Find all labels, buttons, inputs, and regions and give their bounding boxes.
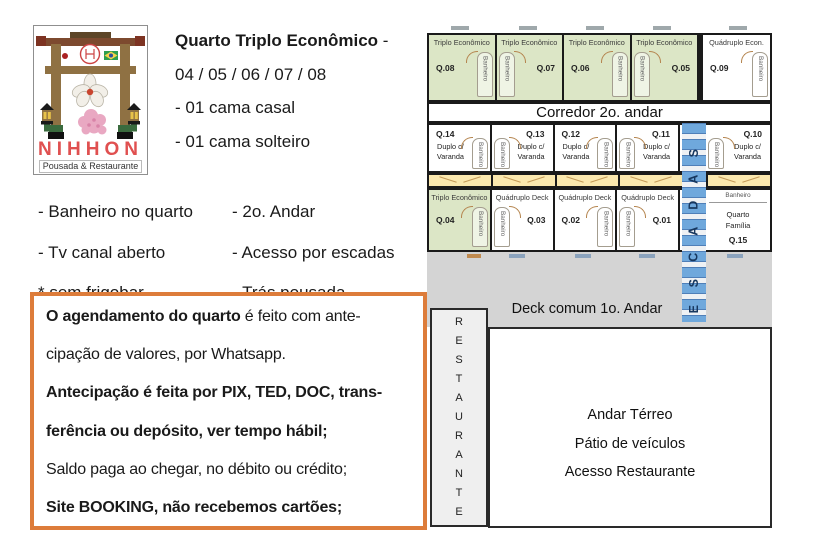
banheiro-label: Banheiro — [709, 190, 767, 203]
restaurante-letter: A — [455, 449, 463, 461]
restaurante-letter: A — [455, 392, 463, 404]
first-floor-rooms — [427, 188, 772, 252]
restaurante-column — [430, 308, 488, 527]
nihhon-logo — [33, 25, 148, 175]
second-floor-front-rooms — [427, 33, 772, 102]
bathroom — [619, 138, 635, 169]
bed-bullet: - 01 cama solteiro — [175, 131, 311, 151]
stairs-letter: C — [686, 253, 701, 263]
room-q03 — [492, 190, 555, 250]
escadas-stairs — [682, 123, 706, 322]
bathroom — [619, 207, 635, 247]
room-type-label: Quarto Família Q.15 — [706, 209, 770, 246]
ground-floor-area — [488, 327, 772, 528]
notice-line: Saldo paga ao chegar, no débito ou crédito; — [46, 460, 347, 478]
room-type-label: Duplo c/ Varanda — [517, 142, 545, 161]
banheiro-label: Banheiro — [481, 56, 489, 82]
banheiro-label: Banheiro — [757, 56, 765, 82]
window-mark — [653, 26, 671, 30]
banheiro-label: Banheiro — [638, 56, 646, 82]
room-type-label: Triplo Econômico — [501, 38, 558, 47]
door-mark — [467, 254, 481, 258]
bathroom — [494, 207, 510, 247]
room-q01 — [617, 190, 680, 250]
stairs-letter: A — [686, 226, 701, 236]
ground-floor-label: Acesso Restaurante — [564, 464, 696, 480]
varanda-segment — [620, 175, 682, 186]
room-q07 — [497, 35, 565, 100]
room-number: Q.07 — [536, 62, 555, 73]
bathroom — [597, 207, 613, 247]
window-mark — [451, 26, 469, 30]
room-number: Q.04 — [436, 215, 455, 225]
varanda-strip — [427, 173, 684, 188]
banheiro-label: Banheiro — [624, 211, 632, 237]
varanda-segment — [493, 175, 557, 186]
logo-subtitle: Pousada & Restaurante — [39, 160, 143, 173]
ground-floor-label: Andar Térreo — [587, 407, 673, 423]
room-q02 — [555, 190, 618, 250]
stairs-letter: S — [686, 149, 701, 158]
restaurante-letter: E — [455, 335, 463, 347]
restaurante-letter: S — [455, 354, 463, 366]
notice-line: O agendamento do quarto é feito com ante- — [46, 308, 361, 325]
room-number: Q.03 — [527, 215, 546, 225]
window-mark — [729, 26, 747, 30]
banheiro-label: Banheiro — [476, 142, 484, 168]
banheiro-label: Banheiro — [498, 142, 506, 168]
stairs-letter: A — [686, 174, 701, 184]
room-number: Q.09 — [710, 62, 729, 73]
restaurante-letter: E — [455, 506, 463, 518]
banheiro-label: Banheiro — [616, 56, 624, 82]
bathroom — [477, 52, 493, 97]
restaurante-letter: T — [455, 487, 463, 499]
room-type-label: Duplo c/ Varanda — [436, 142, 464, 161]
room-type-label: Duplo c/ Varanda — [643, 142, 671, 161]
room-q14 — [429, 125, 492, 171]
feature-item: - 2o. Andar — [232, 202, 316, 221]
bathroom — [472, 138, 488, 169]
feature-item: - Acesso por escadas — [232, 242, 395, 262]
notice-line: cipação de valores, por Whatsapp. — [46, 346, 286, 364]
bathroom — [499, 52, 515, 97]
varanda-strip — [706, 173, 772, 188]
window-mark — [575, 254, 591, 258]
room-number: Q.01 — [652, 215, 671, 225]
room-type-label: Quádruplo Deck — [621, 193, 674, 202]
second-floor-back-rooms — [427, 123, 772, 173]
room-number: Q.05 — [671, 62, 690, 73]
varanda-segment — [708, 175, 770, 186]
stairs-letter: E — [686, 305, 701, 314]
room-q13 — [492, 125, 555, 171]
bathroom — [752, 52, 768, 97]
ground-floor-label: Pátio de veículos — [574, 435, 686, 452]
restaurante-letter: T — [455, 373, 463, 385]
bathroom — [597, 138, 613, 169]
notice-line: Antecipação é feita por PIX, TED, DOC, trans- — [46, 384, 382, 402]
banheiro-label: Banheiro — [602, 211, 610, 237]
banheiro-label: Banheiro — [602, 142, 610, 168]
room-q06 — [564, 35, 632, 100]
notice-line: ferência ou depósito, ver tempo hábil; — [46, 422, 328, 440]
bathroom — [612, 52, 628, 97]
deck-label: Deck comum 1o. Andar — [511, 301, 663, 317]
bathroom — [708, 138, 724, 169]
window-mark — [509, 254, 525, 258]
room-type-label: Duplo c/ Varanda — [734, 142, 762, 161]
room-number: Q.12 — [561, 129, 580, 139]
room-q04 — [429, 190, 492, 250]
bathroom — [472, 207, 488, 247]
stairs-letter: S — [686, 279, 701, 288]
notice-line: Site BOOKING, não recebemos cartões; — [46, 499, 343, 517]
room-type-label: Quádruplo Econ. — [709, 38, 764, 47]
room-type-label: Triplo Econômico — [568, 38, 625, 47]
feature-item: - Tv canal aberto — [38, 242, 166, 262]
room-number: Q.10 — [743, 129, 762, 139]
bathroom — [494, 138, 510, 169]
room-number: Q.15 — [728, 235, 748, 245]
stairs-letter: D — [686, 200, 701, 210]
logo-name: NIHHON — [38, 139, 143, 160]
room-number: Q.13 — [526, 129, 545, 139]
banheiro-label: Banheiro — [476, 211, 484, 237]
room-number: Q.06 — [571, 62, 590, 73]
room-type-label: Triplo Econômico — [636, 38, 693, 47]
room-q15 — [706, 190, 770, 250]
room-number: Q.14 — [436, 129, 455, 139]
restaurante-letter: U — [455, 411, 463, 423]
window-mark — [727, 254, 743, 258]
room-q08 — [429, 35, 497, 100]
room-q09 — [703, 35, 770, 100]
room-q05 — [632, 35, 700, 100]
room-numbers-line: 04 / 05 / 06 / 07 / 08 — [175, 64, 327, 84]
window-mark — [639, 254, 655, 258]
restaurante-letter: R — [455, 316, 463, 328]
bathroom — [634, 52, 650, 97]
room-q10 — [706, 125, 770, 171]
window-mark — [586, 26, 604, 30]
restaurante-letter: N — [455, 468, 463, 480]
corridor-label: Corredor 2o. andar — [536, 104, 663, 121]
feature-item: - Banheiro no quarto — [38, 202, 193, 221]
varanda-segment — [557, 175, 621, 186]
floor-plan — [427, 20, 772, 530]
room-type-label: Duplo c/ Varanda — [562, 142, 590, 161]
room-type-label: Quádruplo Deck — [495, 193, 549, 202]
room-number: Q.08 — [436, 62, 455, 73]
room-type-label: Quádruplo Deck — [558, 193, 612, 202]
room-header — [175, 24, 388, 158]
banheiro-label: Banheiro — [713, 142, 721, 168]
torii-gate-icon — [34, 26, 147, 141]
window-mark — [519, 26, 537, 30]
room-type-label: Triplo Econômico — [431, 193, 488, 202]
room-number: Q.02 — [561, 215, 580, 225]
room-q11 — [617, 125, 680, 171]
banheiro-label: Banheiro — [498, 211, 506, 237]
varanda-segment — [429, 175, 493, 186]
booking-notice-box — [30, 292, 427, 530]
restaurante-letter: R — [455, 430, 463, 442]
corridor — [427, 102, 772, 123]
room-type-label: Triplo Econômico — [433, 38, 490, 47]
room-q12 — [555, 125, 618, 171]
banheiro-label: Banheiro — [503, 56, 511, 82]
room-number: Q.11 — [652, 129, 670, 139]
page-title: Quarto Triplo Econômico - — [175, 31, 389, 50]
banheiro-label: Banheiro — [624, 142, 632, 168]
bed-bullet: - 01 cama casal — [175, 98, 295, 117]
